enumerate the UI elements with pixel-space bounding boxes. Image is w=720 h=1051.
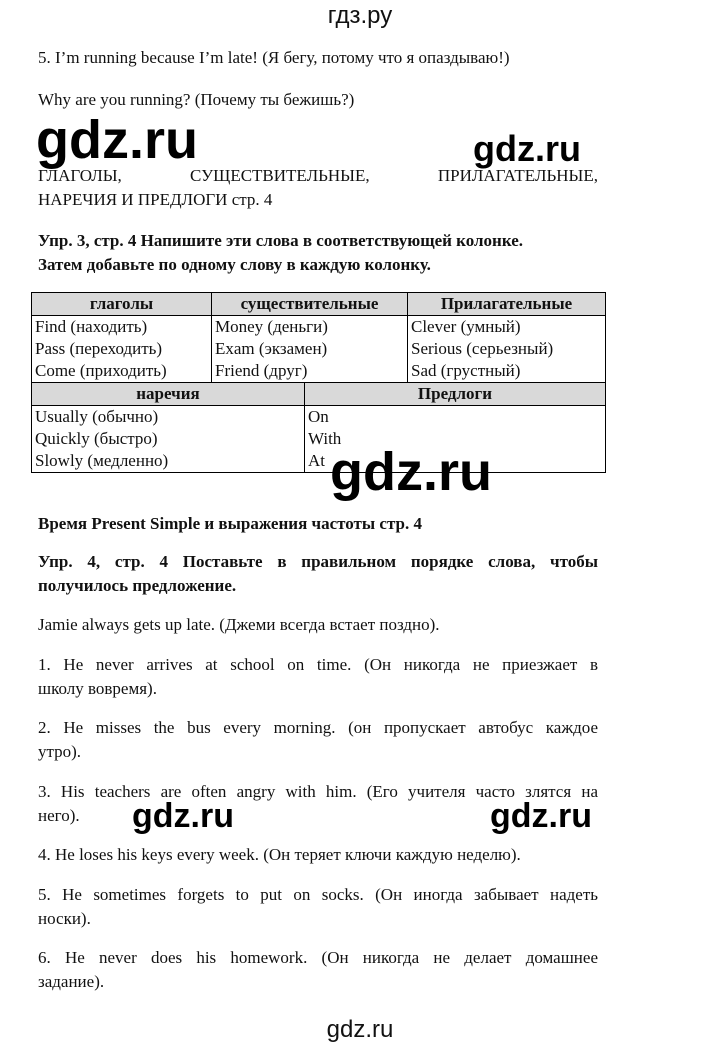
word-item: Usually (обычно): [35, 407, 159, 426]
answer-item-1: 1. He never arrives at school on time. (Он никогда не приезжает в: [38, 655, 598, 674]
word-item: Serious (серьезный): [411, 339, 554, 358]
section-title: ГЛАГОЛЫ, СУЩЕСТВИТЕЛЬНЫЕ, ПРИЛАГАТЕЛЬНЫЕ,: [38, 166, 598, 185]
word-item: On: [308, 407, 329, 426]
word-item: Sad (грустный): [411, 361, 521, 380]
answer-item-1-cont: школу вовремя).: [38, 679, 157, 698]
exercise-heading-cont: получилось предложение.: [38, 576, 237, 595]
nouns-cell: [212, 316, 408, 383]
exercise-heading: Упр. 4, стр. 4 Поставьте в правильном порядке слова, чтобы: [38, 552, 598, 571]
word-item: Friend (друг): [215, 361, 308, 380]
exercise-heading: Упр. 3, стр. 4 Напишите эти слова в соответствующей колонке.: [38, 231, 524, 250]
word-item: Exam (экзамен): [215, 339, 328, 358]
example-sentence: Jamie always gets up late. (Джеми всегда встает поздно).: [38, 615, 440, 634]
column-header-verbs: глаголы: [32, 293, 212, 316]
answer-line-5: 5. I’m running because I’m late! (Я бегу, потому что я опаздываю!): [38, 48, 510, 67]
watermark-logo: gdz.ru: [490, 797, 592, 835]
watermark-logo: gdz.ru: [36, 110, 198, 170]
answer-item-6: 6. He never does his homework. (Он никогда не делает домашнее: [38, 948, 598, 967]
answer-item-4: 4. He loses his keys every week. (Он теряет ключи каждую неделю).: [38, 845, 521, 864]
watermark-logo: gdz.ru: [473, 128, 581, 169]
watermark-logo: gdz.ru: [132, 797, 234, 835]
word-item: Slowly (медленно): [35, 451, 169, 470]
word-item: With: [308, 429, 342, 448]
word-item: Money (деньги): [215, 317, 328, 336]
word-item: Come (приходить): [35, 361, 167, 380]
column-header-adverbs: наречия: [32, 383, 305, 406]
site-footer: gdz.ru: [326, 1016, 394, 1043]
adjectives-cell: [408, 316, 606, 383]
section-title-cont: НАРЕЧИЯ И ПРЕДЛОГИ стр. 4: [38, 190, 273, 209]
answer-item-3-cont: него).: [38, 806, 80, 825]
word-item: Quickly (быстро): [35, 429, 158, 448]
answer-item-6-cont: задание).: [38, 972, 105, 991]
question-line: Why are you running? (Почему ты бежишь?): [38, 90, 355, 109]
answer-item-3: 3. His teachers are often angry with him. (Его учителя часто злятся на: [38, 782, 598, 801]
word-item: Pass (переходить): [35, 339, 163, 358]
word-table: [31, 292, 606, 473]
exercise-heading-cont: Затем добавьте по одному слову в каждую колонку.: [38, 255, 431, 274]
column-header-adjectives: Прилагательные: [408, 293, 606, 316]
adverbs-cell: [32, 406, 305, 473]
answer-item-5: 5. He sometimes forgets to put on socks. (Он иногда забывает надеть: [38, 885, 598, 904]
word-item: Clever (умный): [411, 317, 521, 336]
site-header: гдз.ру: [327, 2, 393, 29]
answer-item-5-cont: носки).: [38, 909, 91, 928]
watermark-logo: gdz.ru: [330, 442, 492, 502]
answer-item-2: 2. He misses the bus every morning. (он пропускает автобус каждое: [38, 718, 598, 737]
column-header-prepositions: Предлоги: [305, 383, 606, 406]
section-title: Время Present Simple и выражения частоты стр. 4: [38, 514, 422, 533]
word-item: At: [308, 451, 325, 470]
word-item: Find (находить): [35, 317, 148, 336]
verbs-cell: [32, 316, 212, 383]
column-header-nouns: существительные: [212, 293, 408, 316]
answer-item-2-cont: утро).: [38, 742, 82, 761]
